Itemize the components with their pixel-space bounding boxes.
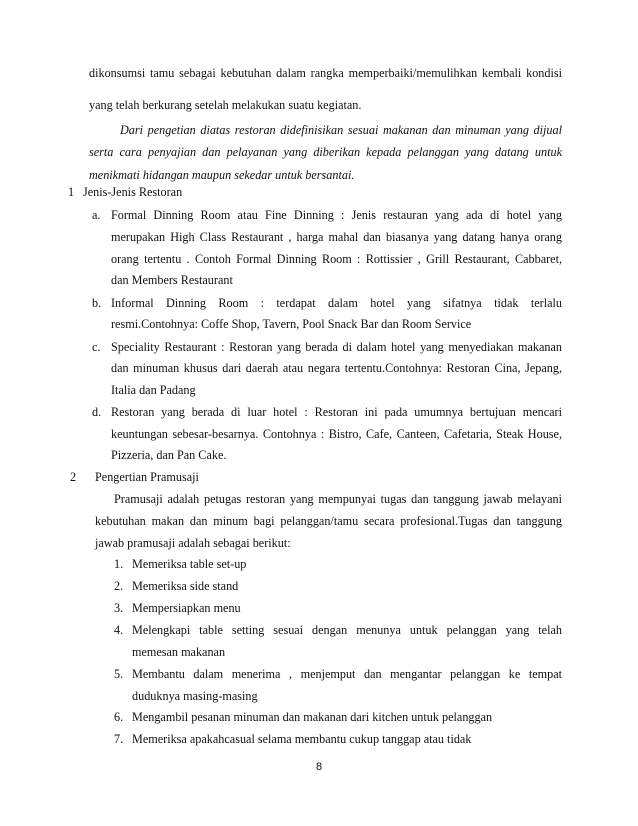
body-text-line: yang telah berkurang setelah melakukan suatu kegiatan. bbox=[89, 98, 362, 112]
section-title: Pengertian Pramusaji bbox=[95, 470, 199, 484]
list-item-line: Formal Dinning Room atau Fine Dinning : Jenis restauran yang ada di hotel yang bbox=[111, 208, 562, 222]
list-marker: c. bbox=[92, 340, 101, 354]
task-number: 1. bbox=[114, 557, 124, 571]
section-title: Jenis-Jenis Restoran bbox=[83, 185, 183, 199]
task-item-line: duduknya masing-masing bbox=[132, 689, 258, 703]
list-item-line: Restoran yang berada di luar hotel : Restoran ini pada umumnya bertujuan mencari bbox=[111, 405, 562, 419]
list-marker: a. bbox=[92, 208, 101, 222]
definition-text-line: Dari pengetian diatas restoran didefinisikan sesuai makanan dan minuman yang dijual bbox=[120, 123, 562, 137]
list-item-line: orang tertentu . Contoh Formal Dinning Room : Rottissier , Grill Restaurant, Cabbaret, bbox=[111, 252, 562, 266]
task-number: 2. bbox=[114, 579, 124, 593]
task-item-line: Memeriksa side stand bbox=[132, 579, 239, 593]
list-marker: d. bbox=[92, 405, 102, 419]
task-number: 5. bbox=[114, 667, 124, 681]
section-number: 1 bbox=[68, 185, 75, 199]
task-item-line: Memeriksa apakahcasual selama membantu cukup tanggap atau tidak bbox=[132, 732, 472, 746]
body-text-line: jawab pramusaji adalah sebagai berikut: bbox=[95, 536, 291, 550]
list-item-line: dan minuman khusus dari daerah atau negara tertentu.Contohnya: Restoran Cina, Jepang, bbox=[111, 361, 562, 375]
list-item-line: resmi.Contohnya: Coffe Shop, Tavern, Pool Snack Bar dan Room Service bbox=[111, 317, 472, 331]
list-marker: b. bbox=[92, 296, 102, 310]
body-text-line: dikonsumsi tamu sebagai kebutuhan dalam rangka memperbaiki/memulihkan kembali kondisi bbox=[89, 66, 562, 80]
definition-text-line: serta cara penyajian dan pelayanan yang diberikan kepada pelanggan yang datang untuk bbox=[89, 145, 562, 159]
task-item-line: Melengkapi table setting sesuai dengan menunya untuk pelanggan yang telah bbox=[132, 623, 562, 637]
task-number: 7. bbox=[114, 732, 124, 746]
list-item-line: keuntungan sebesar-besarnya. Contohnya : Bistro, Cafe, Canteen, Cafetaria, Steak House, bbox=[111, 427, 562, 441]
definition-text-line: menikmati hidangan maupun sekedar untuk bersantai. bbox=[89, 168, 355, 182]
task-item-line: Membantu dalam menerima , menjemput dan mengantar pelanggan ke tempat bbox=[132, 667, 562, 681]
task-item-line: Mengambil pesanan minuman dan makanan dari kitchen untuk pelanggan bbox=[132, 710, 493, 724]
list-item-line: Italia dan Padang bbox=[111, 383, 196, 397]
list-item-line: Speciality Restaurant : Restoran yang berada di dalam hotel yang menyediakan makanan bbox=[111, 340, 562, 354]
body-text-line: Pramusaji adalah petugas restoran yang mempunyai tugas dan tanggung jawab melayani bbox=[114, 492, 562, 506]
task-item-line: Mempersiapkan menu bbox=[132, 601, 241, 615]
task-number: 4. bbox=[114, 623, 124, 637]
list-item-line: merupakan High Class Restaurant , harga mahal dan biasanya yang datang hanya orang bbox=[111, 230, 562, 244]
task-item-line: Memeriksa table set-up bbox=[132, 557, 247, 571]
task-number: 6. bbox=[114, 710, 124, 724]
section-number: 2 bbox=[70, 470, 77, 484]
list-item-line: dan Members Restaurant bbox=[111, 273, 233, 287]
body-text-line: kebutuhan makan dan minum bagi pelanggan/tamu secara profesional.Tugas dan tanggung bbox=[95, 514, 562, 528]
page-number: 8 bbox=[315, 761, 323, 773]
list-item-line: Informal Dinning Room : terdapat dalam hotel yang sifatnya tidak terlalu bbox=[111, 296, 562, 310]
list-item-line: Pizzeria, dan Pan Cake. bbox=[111, 448, 227, 462]
task-number: 3. bbox=[114, 601, 124, 615]
task-item-line: memesan makanan bbox=[132, 645, 226, 659]
